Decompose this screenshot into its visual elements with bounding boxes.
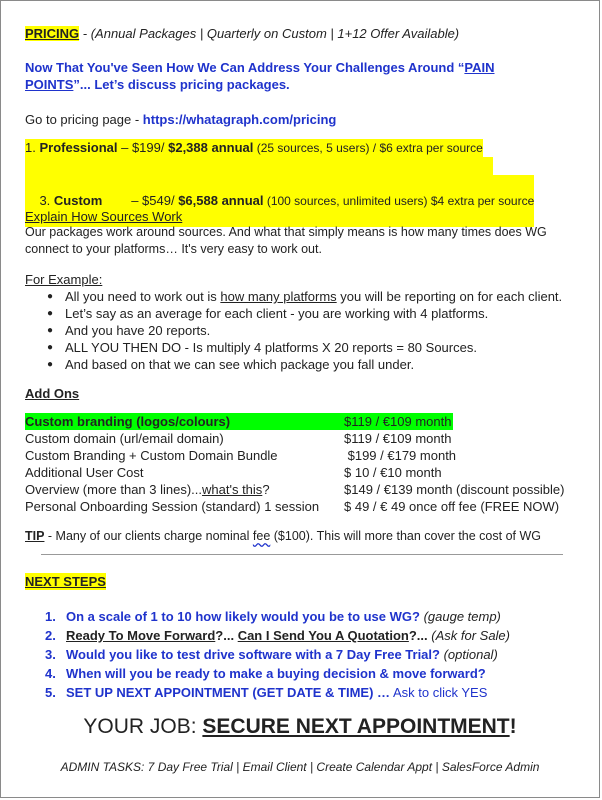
- bullet-underlined: how many platforms: [220, 289, 337, 304]
- job-title: SECURE NEXT APPOINTMENT: [202, 715, 510, 738]
- package-price: – $199/: [117, 140, 169, 155]
- example-heading: For Example:: [25, 272, 103, 287]
- addon-price: $199 / €179 month: [344, 448, 457, 463]
- step-text: ?...: [215, 628, 238, 643]
- addon-name: ?: [262, 482, 270, 497]
- addon-price: $ 10 / €10 month: [344, 465, 442, 480]
- bullet-icon: ●: [47, 325, 54, 336]
- package-num: 3.: [39, 193, 54, 208]
- package-name: Professional: [39, 140, 118, 155]
- addon-price: $119 / €109 month: [344, 431, 452, 446]
- addon-name: Custom domain (url/email domain): [25, 431, 224, 446]
- step-text: SET UP NEXT APPOINTMENT (GET DATE & TIME) …: [66, 685, 391, 700]
- job-label: YOUR JOB:: [83, 715, 203, 738]
- addon-name: Custom branding (logos/colours): [25, 414, 231, 429]
- package-professional: [25, 139, 483, 157]
- bullet-icon: ●: [47, 291, 54, 302]
- pain-text: PAIN: [464, 60, 495, 75]
- job-exclaim: !: [509, 715, 517, 738]
- step-note: (Ask for Sale): [427, 628, 510, 643]
- bullet-icon: ●: [47, 308, 54, 319]
- pricing-link-line: [25, 111, 336, 128]
- step-number: 3.: [45, 647, 56, 662]
- step-2: [66, 626, 510, 645]
- pricing-label: PRICING: [25, 26, 80, 41]
- whats-this-link[interactable]: what's this: [202, 482, 263, 497]
- intro-line-1: [25, 59, 495, 76]
- addons-heading: Add Ons: [25, 386, 80, 401]
- sources-para-1: Our packages work around sources. And what that simply means is how many times does WG: [25, 225, 547, 239]
- your-job-line: [1, 713, 599, 741]
- tip-text: ($100). This will more than cover the cost of WG: [270, 529, 541, 543]
- sources-para-2: connect to your platforms… It's very easy to work out.: [25, 242, 322, 256]
- package-detail: (25 sources, 5 users) / $6 extra per source: [253, 141, 483, 155]
- addon-name: Overview (more than 3 lines)...: [25, 482, 203, 497]
- step-text: When will you be ready to make a buying decision & move forward?: [66, 666, 486, 681]
- intro-line-2-rest: ”... Let’s discuss pricing packages.: [73, 77, 290, 92]
- tip-text: - Many of our clients charge nominal: [44, 529, 253, 543]
- step-number: 4.: [45, 666, 56, 681]
- pricing-link-label: Go to pricing page -: [25, 112, 143, 127]
- addon-name: Custom Branding + Custom Domain Bundle: [25, 448, 278, 463]
- example-bullet-3: And you have 20 reports.: [65, 323, 211, 338]
- step-text: Can I Send You A Quotation: [237, 628, 409, 643]
- pricing-link[interactable]: https://whatagraph.com/pricing: [142, 112, 337, 127]
- addon-name: Personal Onboarding Session (standard) 1 session: [25, 499, 320, 514]
- intro-text: Now That You've Seen How We Can Address Your Challenges Around “: [25, 60, 465, 75]
- tip-label: TIP: [25, 529, 45, 543]
- package-annual: $2,388 annual: [168, 140, 254, 155]
- addon-name: Additional User Cost: [25, 465, 144, 480]
- next-steps-heading: NEXT STEPS: [25, 574, 106, 589]
- bullet-icon: ●: [47, 342, 54, 353]
- bullet-text: All you need to work out is: [65, 289, 221, 304]
- admin-tasks: ADMIN TASKS: 7 Day Free Trial | Email Client | Create Calendar Appt | SalesForce Admin: [60, 760, 540, 774]
- divider: [41, 554, 563, 555]
- step-number: 2.: [45, 628, 56, 643]
- bullet-text: you will be reporting on for each client.: [336, 289, 563, 304]
- example-bullet-5: And based on that we can see which package you fall under.: [65, 357, 415, 372]
- step-text: Would you like to test drive software with a 7 Day Free Trial?: [66, 647, 440, 662]
- step-text: ?...: [408, 628, 428, 643]
- addon-price: $119 / €109 month: [344, 414, 452, 429]
- tip-fee: fee: [252, 529, 271, 543]
- step-text: Ready To Move Forward: [66, 628, 216, 643]
- example-bullet-2: Let’s say as an average for each client - you are working with 4 platforms.: [65, 306, 489, 321]
- step-note: (gauge temp): [419, 609, 501, 624]
- step-note: (optional): [439, 647, 498, 662]
- points-text: POINTS: [25, 77, 74, 92]
- pricing-subtitle: - (Annual Packages | Quarterly on Custom | 1+12 Offer Available): [79, 26, 460, 41]
- intro-line-2: [25, 76, 290, 93]
- step-number: 5.: [45, 685, 56, 700]
- step-5: [66, 683, 487, 702]
- step-text: On a scale of 1 to 10 how likely would you be to use WG?: [66, 609, 420, 624]
- step-note: Ask to click YES: [390, 685, 488, 700]
- step-4: [66, 664, 486, 683]
- package-annual: $6,588 annual: [178, 193, 264, 208]
- addon-name-overview: [25, 481, 270, 498]
- step-3: [66, 645, 498, 664]
- package-num: 1.: [25, 140, 40, 155]
- pricing-header: [25, 25, 459, 42]
- package-price: – $549/: [102, 193, 179, 208]
- package-detail: (100 sources, unlimited users) $4 extra per source: [263, 194, 535, 208]
- package-name: Custom: [53, 193, 103, 208]
- sources-heading: Explain How Sources Work: [25, 209, 183, 224]
- addon-price: $149 / €139 month (discount possible): [344, 482, 565, 497]
- example-bullet-1: [65, 288, 562, 305]
- addon-price: $ 49 / € 49 once off fee (FREE NOW): [344, 499, 560, 514]
- step-1: [66, 607, 501, 626]
- step-number: 1.: [45, 609, 56, 624]
- example-bullet-4: ALL YOU THEN DO - Is multiply 4 platforms X 20 reports = 80 Sources.: [65, 340, 477, 355]
- tip-line: [25, 528, 541, 545]
- bullet-icon: ●: [47, 359, 54, 370]
